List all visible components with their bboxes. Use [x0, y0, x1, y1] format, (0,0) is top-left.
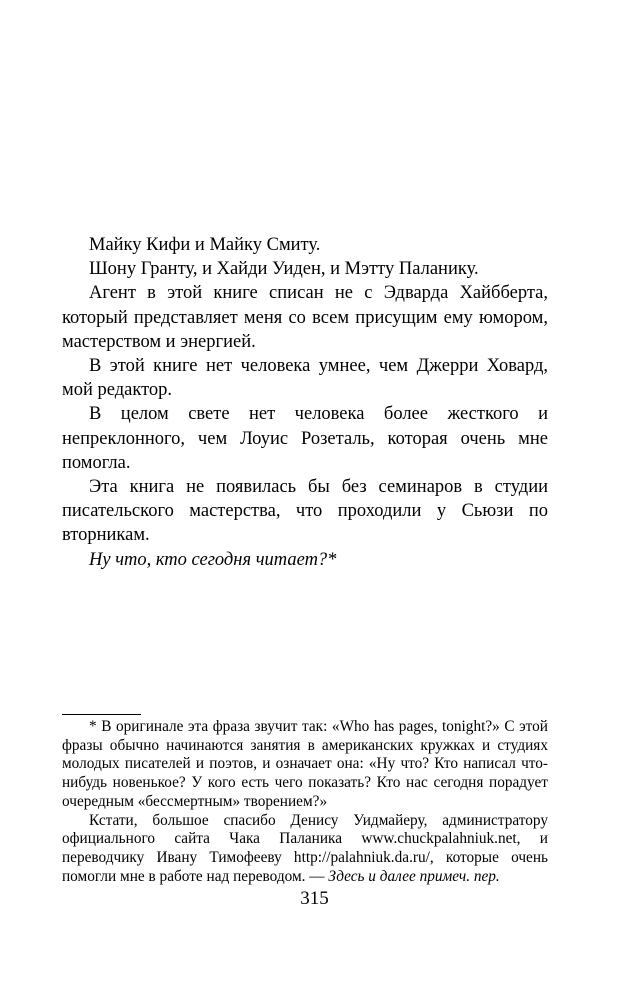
- footnote-2-text: Кстати, большое спасибо Денису Уидмайеру, администратору официального сайта Чака Паланика www.chuckpalahniuk.net, и переводчику Ивану Тимофееву http://palahniuk.da.ru/, которые очень помогли мне в работе над переводом. —: [62, 811, 548, 885]
- footnote-divider: [62, 714, 141, 715]
- footnote-1: * В оригинале эта фраза звучит так: «Who has pages, tonight?» С этой фразы обычно начинаются занятия в американских кружках и студиях молодых писателей и поэтов, и означает она: «Ну что? Кто написал что-нибудь новенькое? У кого есть чего показать? Кто нас сегодня порадует очередным «бессмертным» творением?»: [62, 718, 548, 810]
- acknowledgement-agent: Агент в этой книге списан не с Эдварда Хайбберта, который представляет меня со всем присущим ему юмором, мастерством и энергией.: [62, 283, 548, 352]
- page-number: 315: [300, 888, 329, 909]
- footnote-2: [62, 812, 548, 887]
- acknowledgement-editor: В этой книге нет человека умнее, чем Джерри Ховард, мой редактор.: [62, 356, 548, 401]
- closing-line: Ну что, кто сегодня читает?*: [89, 549, 337, 570]
- translator-note: Здесь и далее примеч. пер.: [328, 867, 500, 885]
- main-text: [62, 233, 548, 572]
- dedication-line-1: Майку Кифи и Майку Смиту.: [89, 235, 321, 255]
- footnotes: [62, 718, 548, 886]
- acknowledgement-workshop: Эта книга не появилась бы без семинаров в студии писательского мастерства, что проходили у Сьюзи по вторникам.: [62, 477, 548, 546]
- acknowledgement-helper: В целом свете нет человека более жесткого и непреклонного, чем Лоуис Розеталь, которая очень мне помогла.: [62, 404, 548, 473]
- dedication-line-2: Шону Гранту, и Хайди Уиден, и Мэтту Паланику.: [89, 259, 479, 280]
